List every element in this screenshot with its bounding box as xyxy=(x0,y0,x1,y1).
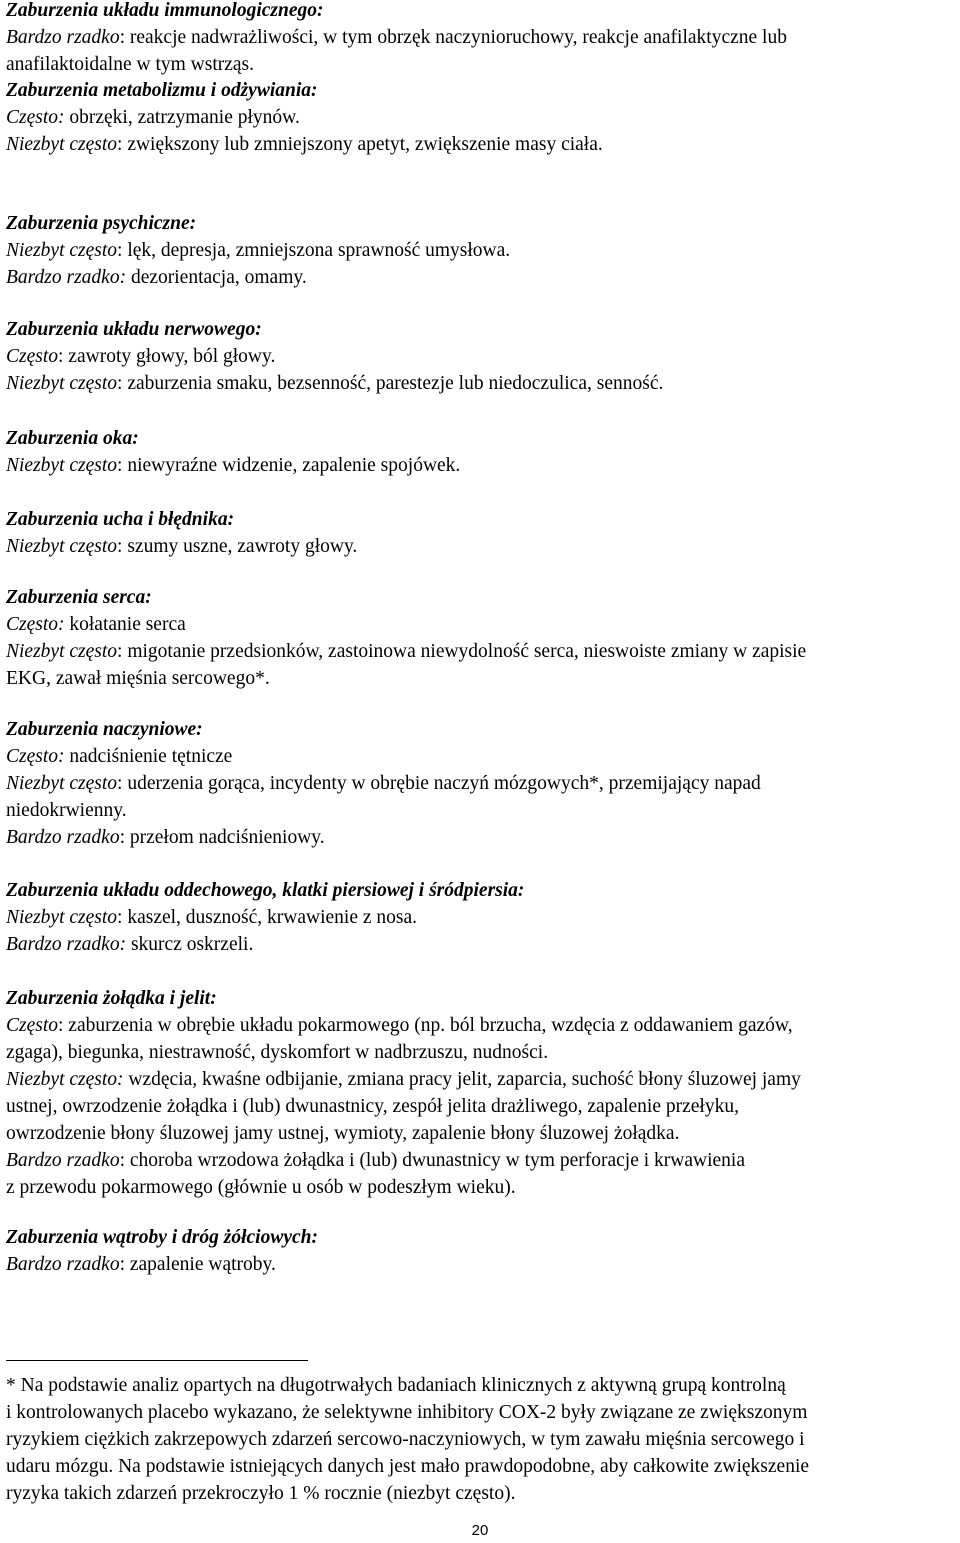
entry-line xyxy=(6,343,663,370)
entry-line xyxy=(6,533,357,560)
frequency-label: Niezbyt często xyxy=(6,907,118,928)
entry-line xyxy=(6,131,603,158)
entry-line xyxy=(6,1147,801,1174)
entry-line: EKG, zawał mięśnia sercowego*. xyxy=(6,668,270,689)
entry-line xyxy=(6,743,761,770)
frequency-label: Niezbyt często xyxy=(6,240,118,261)
frequency-label: Często: xyxy=(6,746,65,767)
section-respiratory xyxy=(6,877,524,958)
frequency-label: Często: xyxy=(6,614,65,635)
entry-text: : zaburzenia smaku, bezsenność, parestezje lub niedoczulica, senność. xyxy=(117,373,664,394)
section-cardiac xyxy=(6,584,806,692)
entry-text: : kaszel, duszność, krwawienie z nosa. xyxy=(117,907,418,928)
entry-text: : niewyraźne widzenie, zapalenie spojówek. xyxy=(117,455,461,476)
footnote-separator xyxy=(6,1360,308,1361)
footnote-line: ryzyka takich zdarzeń przekroczyło 1 % rocznie (niezbyt często). xyxy=(6,1483,516,1504)
entry-line xyxy=(6,824,761,851)
entry-line: z przewodu pokarmowego (głównie u osób w podeszłym wieku). xyxy=(6,1177,516,1198)
frequency-label: Bardzo rzadko xyxy=(6,827,120,848)
frequency-label: Bardzo rzadko: xyxy=(6,934,127,955)
section-heading: Zaburzenia serca: xyxy=(6,587,152,608)
entry-line xyxy=(6,904,524,931)
footnote-line: udaru mózgu. Na podstawie istniejących danych jest mało prawdopodobne, aby całkowite zwiększenie xyxy=(6,1456,810,1477)
section-heading: Zaburzenia oka: xyxy=(6,428,139,449)
page-number: 20 xyxy=(471,1522,489,1539)
entry-text: : reakcje nadwrażliwości, w tym obrzęk naczynioruchowy, reakcje anafilaktyczne lub xyxy=(119,27,787,48)
entry-line xyxy=(6,611,806,638)
entry-text: kołatanie serca xyxy=(64,614,186,635)
entry-text: : zawroty głowy, ból głowy. xyxy=(58,346,276,367)
section-gastrointestinal xyxy=(6,985,801,1201)
entry-line xyxy=(6,638,806,665)
entry-text: wzdęcia, kwaśne odbijanie, zmiana pracy jelit, zaparcia, suchość błony śluzowej jamy xyxy=(123,1069,801,1090)
frequency-label: Często xyxy=(6,346,59,367)
section-heading: Zaburzenia żołądka i jelit: xyxy=(6,988,217,1009)
section-heading: Zaburzenia układu nerwowego: xyxy=(6,319,262,340)
entry-line xyxy=(6,931,524,958)
frequency-label: Często xyxy=(6,1015,59,1036)
entry-line: niedokrwienny. xyxy=(6,800,127,821)
section-vascular xyxy=(6,716,761,851)
entry-text: : zaburzenia w obrębie układu pokarmowego (np. ból brzucha, wzdęcia z oddawaniem gazów, xyxy=(58,1015,793,1036)
section-hepatobiliary xyxy=(6,1224,318,1278)
entry-text: : przełom nadciśnieniowy. xyxy=(119,827,325,848)
footnote-line: * Na podstawie analiz opartych na długotrwałych badaniach klinicznych z aktywną grupą kontrolną xyxy=(6,1375,786,1396)
entry-text: : szumy uszne, zawroty głowy. xyxy=(117,536,358,557)
entry-line: owrzodzenie błony śluzowej jamy ustnej, wymioty, zapalenie błony śluzowej żołądka. xyxy=(6,1123,680,1144)
entry-line: ustnej, owrzodzenie żołądka i (lub) dwunastnicy, zespół jelita drażliwego, zapalenie przełyku, xyxy=(6,1096,739,1117)
entry-text: : zwiększony lub zmniejszony apetyt, zwiększenie masy ciała. xyxy=(117,134,603,155)
section-heading: Zaburzenia psychiczne: xyxy=(6,213,197,234)
entry-text: : zapalenie wątroby. xyxy=(119,1254,276,1275)
entry-line xyxy=(6,24,787,51)
frequency-label: Bardzo rzadko xyxy=(6,1254,120,1275)
frequency-label: Niezbyt często xyxy=(6,134,118,155)
entry-text: nadciśnienie tętnicze xyxy=(64,746,233,767)
frequency-label: Bardzo rzadko xyxy=(6,27,120,48)
entry-text: obrzęki, zatrzymanie płynów. xyxy=(64,107,300,128)
frequency-label: Niezbyt często xyxy=(6,773,118,794)
entry-line xyxy=(6,770,761,797)
section-ear xyxy=(6,506,357,560)
section-immune-system xyxy=(6,0,787,78)
footnote-line: ryzykiem ciężkich zakrzepowych zdarzeń sercowo-naczyniowych, w tym zawału mięśnia sercowego i xyxy=(6,1429,805,1450)
section-heading: Zaburzenia wątroby i dróg żółciowych: xyxy=(6,1227,319,1248)
frequency-label: Niezbyt często xyxy=(6,536,118,557)
entry-line xyxy=(6,1066,801,1093)
entry-line xyxy=(6,1012,801,1039)
entry-line: anafilaktoidalne w tym wstrząs. xyxy=(6,54,255,75)
section-metabolism xyxy=(6,77,603,158)
entry-line xyxy=(6,1251,318,1278)
frequency-label: Niezbyt często xyxy=(6,373,118,394)
entry-text: : choroba wrzodowa żołądka i (lub) dwunastnicy w tym perforacje i krwawienia xyxy=(119,1150,745,1171)
frequency-label: Bardzo rzadko xyxy=(6,1150,120,1171)
section-eye xyxy=(6,425,460,479)
entry-line xyxy=(6,370,663,397)
frequency-label: Niezbyt często: xyxy=(6,1069,124,1090)
section-nervous-system xyxy=(6,316,663,397)
section-heading: Zaburzenia układu immunologicznego: xyxy=(6,0,324,21)
entry-line xyxy=(6,104,603,131)
frequency-label: Niezbyt często xyxy=(6,455,118,476)
frequency-label: Niezbyt często xyxy=(6,641,118,662)
entry-text: : migotanie przedsionków, zastoinowa niewydolność serca, nieswoiste zmiany w zapisie xyxy=(117,641,807,662)
entry-text: : uderzenia gorąca, incydenty w obrębie naczyń mózgowych*, przemijający napad xyxy=(117,773,761,794)
entry-line xyxy=(6,264,510,291)
section-heading: Zaburzenia układu oddechowego, klatki piersiowej i śródpiersia: xyxy=(6,880,525,901)
section-heading: Zaburzenia metabolizmu i odżywiania: xyxy=(6,80,318,101)
entry-line: zgaga), biegunka, niestrawność, dyskomfort w nadbrzuszu, nudności. xyxy=(6,1042,549,1063)
footnote-line: i kontrolowanych placebo wykazano, że selektywne inhibitory COX-2 były związane ze zwiększonym xyxy=(6,1402,808,1423)
section-heading: Zaburzenia naczyniowe: xyxy=(6,719,203,740)
section-psychiatric xyxy=(6,210,510,291)
frequency-label: Często: xyxy=(6,107,65,128)
section-heading: Zaburzenia ucha i błędnika: xyxy=(6,509,235,530)
entry-text: dezorientacja, omamy. xyxy=(126,267,307,288)
entry-text: : lęk, depresja, zmniejszona sprawność umysłowa. xyxy=(117,240,511,261)
footnote xyxy=(6,1372,960,1507)
entry-line xyxy=(6,452,460,479)
entry-line xyxy=(6,237,510,264)
entry-text: skurcz oskrzeli. xyxy=(126,934,254,955)
frequency-label: Bardzo rzadko: xyxy=(6,267,127,288)
